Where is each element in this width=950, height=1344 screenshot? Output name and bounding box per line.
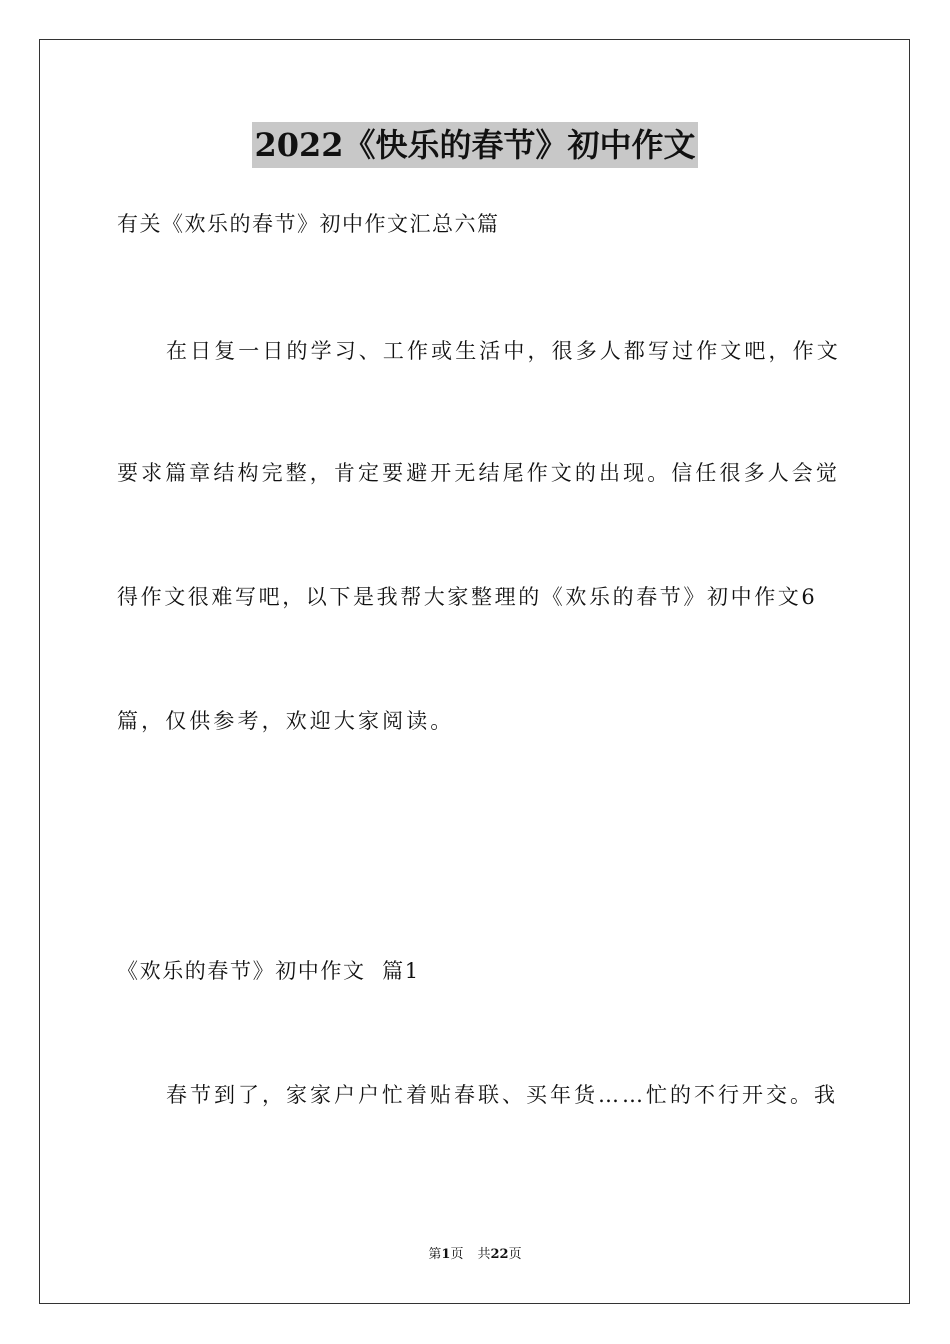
- page-prefix: 第: [428, 1247, 442, 1262]
- intro-line-2: 要求篇章结构完整，肯定要避开无结尾作文的出现。信任很多人会觉: [117, 461, 840, 485]
- intro-line-1: 在日复一日的学习、工作或生活中，很多人都写过作文吧，作文: [166, 339, 841, 363]
- page-number: 1: [441, 1247, 451, 1262]
- title-container: [0, 122, 950, 168]
- total-suffix: 页: [508, 1247, 522, 1262]
- section-line-1: 春节到了，家家户户忙着贴春联、买年货……忙的不行开交。我: [166, 1083, 838, 1107]
- section-heading: 《欢乐的春节》初中作文 篇1: [117, 959, 420, 983]
- page-suffix: 页: [450, 1247, 464, 1262]
- total-pages: 22: [490, 1247, 509, 1262]
- document-title: 2022《快乐的春节》初中作文: [252, 122, 697, 168]
- page-footer: [0, 1246, 950, 1264]
- intro-line-3: 得作文很难写吧，以下是我帮大家整理的《欢乐的春节》初中作文6: [117, 585, 818, 609]
- document-subtitle: 有关《欢乐的春节》初中作文汇总六篇: [117, 212, 500, 236]
- total-prefix: 共: [477, 1247, 491, 1262]
- intro-line-4: 篇，仅供参考，欢迎大家阅读。: [117, 709, 455, 733]
